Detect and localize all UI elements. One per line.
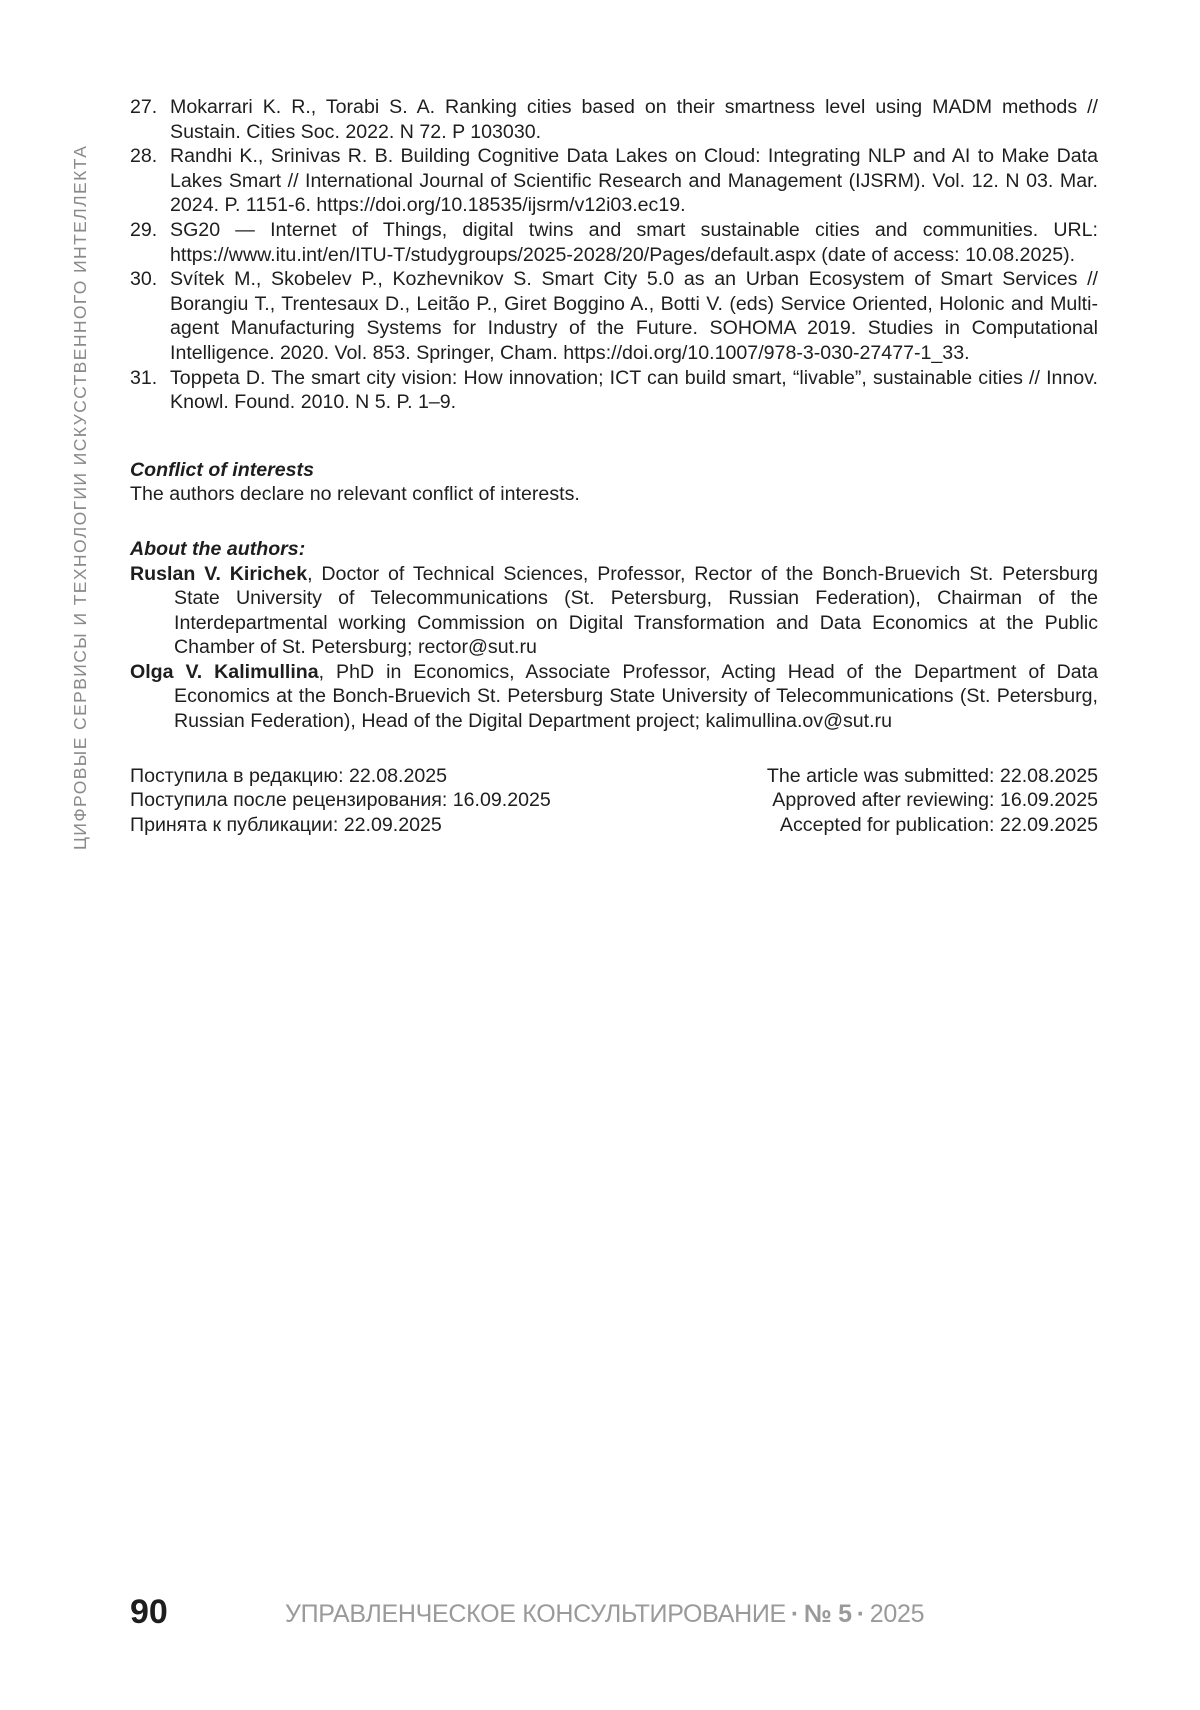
issue-year: 2025 bbox=[869, 1600, 925, 1628]
date-reviewed-ru: Поступила после рецензирования: 16.09.2025 bbox=[130, 789, 551, 812]
author-bio: , PhD in Economics, Associate Professor, Acting Head of the Department of Data Economics at the Bonch-Bruevich St. Petersburg State University of Telecommunications (St. Petersburg, Russian Federation), Head of the Digital Department project; kalimullina.ov@sut.ru bbox=[174, 660, 1098, 733]
reference-number: 28. bbox=[130, 145, 158, 168]
reference-text: Toppeta D. The smart city vision: How innovation; ICT can build smart, “livable”, sustainable cities // Innov. Knowl. Found. 2010. N 5. P. 1–9. bbox=[170, 366, 1098, 414]
journal-name: УПРАВЛЕНЧЕСКОЕ КОНСУЛЬТИРОВАНИЕ bbox=[285, 1600, 786, 1628]
reference-text: SG20 — Internet of Things, digital twins and smart sustainable cities and communities. URL: https://www.itu.int/en/ITU-T/studygroups/2025-2028/20/Pages/default.aspx (date of access: 10.08.2025). bbox=[170, 218, 1098, 266]
issue-number: № 5 bbox=[803, 1600, 852, 1628]
reference-item bbox=[130, 144, 1098, 218]
reference-item bbox=[130, 366, 1098, 415]
reference-item bbox=[130, 95, 1098, 144]
page-number: 90 bbox=[130, 1593, 168, 1631]
author-bio: , Doctor of Technical Sciences, Professor, Rector of the Bonch-Bruevich St. Petersburg State University of Telecommunications (St. Petersburg, Russian Federation), Chairman of the Interdepartmental working Commission on Digital Transformation and Data Economics at the Public Chamber of St. Petersburg; rector@sut.ru bbox=[174, 562, 1098, 659]
date-accepted-ru: Принята к публикации: 22.09.2025 bbox=[130, 813, 442, 836]
author-name: Ruslan V. Kirichek bbox=[130, 562, 308, 585]
reference-number: 30. bbox=[130, 268, 158, 291]
date-submitted-ru: Поступила в редакцию: 22.08.2025 bbox=[130, 764, 448, 787]
reference-text: Randhi K., Srinivas R. B. Building Cognitive Data Lakes on Cloud: Integrating NLP and AI to Make Data Lakes Smart // International Journal of Scientific Research and Management (IJSRM). Vol. 12. N 03. Mar. 2024. P. 1151-6. https://doi.org/10.18535/ijsrm/v12i03.ec19. bbox=[170, 145, 1098, 217]
submission-dates bbox=[130, 764, 1098, 838]
page-content bbox=[130, 95, 1098, 837]
reference-number: 31. bbox=[130, 366, 158, 389]
date-reviewed-en: Approved after reviewing: 16.09.2025 bbox=[772, 789, 1098, 812]
reference-text: Svítek M., Skobelev P., Kozhevnikov S. Smart City 5.0 as an Urban Ecosystem of Smart Services // Borangiu T., Trentesaux D., Leitão P., Giret Boggino A., Botti V. (eds) Service Oriented, Holonic and Multi-agent Manufacturing Systems for Industry of the Future. SOHOMA 2019. Studies in Computational Intelligence. 2020. Vol. 853. Springer, Cham. https://doi.org/10.1007/978-3-030-27477-1_33. bbox=[170, 268, 1098, 364]
conflict-statement: The authors declare no relevant conflict of interests. bbox=[130, 483, 580, 506]
reference-number: 29. bbox=[130, 218, 158, 241]
reference-list bbox=[130, 95, 1098, 415]
reference-item bbox=[130, 218, 1098, 267]
dates-russian bbox=[130, 764, 551, 838]
author-entry bbox=[130, 562, 1098, 660]
date-submitted-en: The article was submitted: 22.08.2025 bbox=[766, 764, 1098, 787]
date-accepted-en: Accepted for publication: 22.09.2025 bbox=[779, 813, 1098, 836]
author-name: Olga V. Kalimullina bbox=[130, 660, 319, 683]
about-authors-heading: About the authors: bbox=[130, 537, 306, 560]
reference-text: Mokarrari K. R., Torabi S. A. Ranking cities based on their smartness level using MADM methods // Sustain. Cities Soc. 2022. N 72. P 103030. bbox=[170, 96, 1098, 143]
conflict-heading: Conflict of interests bbox=[130, 458, 314, 481]
author-entry bbox=[130, 660, 1098, 734]
reference-number: 27. bbox=[130, 96, 158, 118]
running-section-title: ЦИФРОВЫЕ СЕРВИСЫ И ТЕХНОЛОГИИ ИСКУССТВЕННОГО ИНТЕЛЛЕКТА bbox=[70, 144, 90, 850]
page-footer bbox=[130, 1592, 1098, 1632]
footer-separator: · bbox=[790, 1600, 799, 1628]
journal-title bbox=[285, 1598, 924, 1630]
reference-item bbox=[130, 267, 1098, 365]
dates-english bbox=[767, 764, 1098, 838]
footer-separator: · bbox=[856, 1600, 865, 1628]
